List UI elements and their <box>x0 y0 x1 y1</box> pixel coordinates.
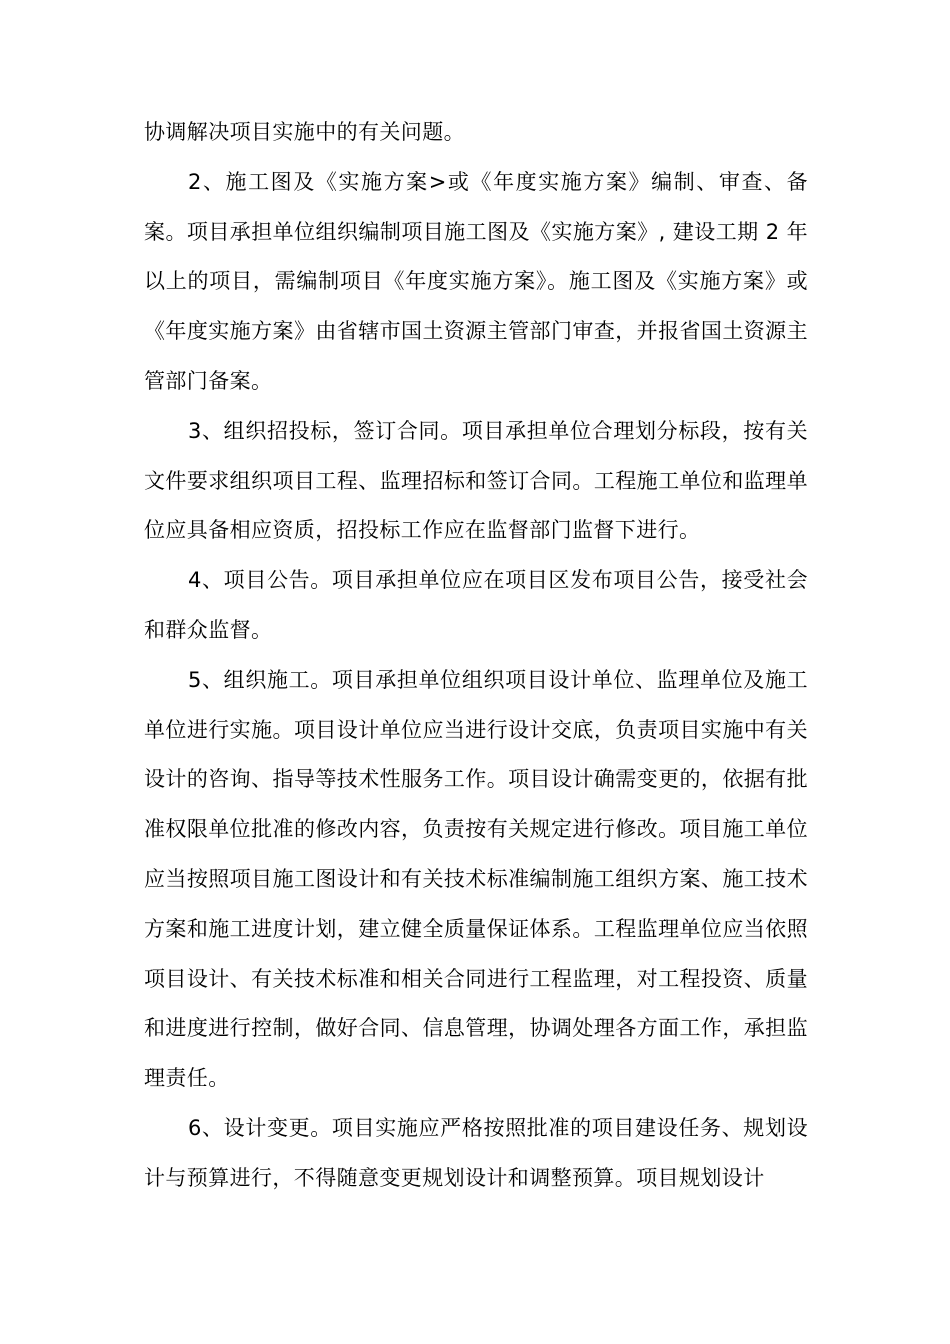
paragraph-item-4: 4、项目公告。项目承担单位应在项目区发布项目公告，接受社会和群众监督。 <box>144 568 808 642</box>
document-page <box>144 108 808 1204</box>
paragraph-item-5: 5、组织施工。项目承担单位组织项目设计单位、监理单位及施工单位进行实施。项目设计单位应当进行设计交底，负责项目实施中有关设计的咨询、指导等技术性服务工作。项目设计确需变更的，依据有批准权限单位批准的修改内容，负责按有关规定进行修改。项目施工单位应当按照项目施工图设计和有关技术标准编制施工组织方案、施工技术方案和施工进度计划，建立健全质量保证体系。工程监理单位应当依照项目设计、有关技术标准和相关合同进行工程监理，对工程投资、质量和进度进行控制，做好合同、信息管理，协调处理各方面工作，承担监理责任。 <box>144 667 808 1091</box>
paragraph-item-3: 3、组织招投标，签订合同。项目承担单位合理划分标段，按有关文件要求组织项目工程、监理招标和签订合同。工程施工单位和监理单位应具备相应资质，招投标工作应在监督部门监督下进行。 <box>144 418 808 543</box>
paragraph-item-6: 6、设计变更。项目实施应严格按照批准的项目建设任务、规划设计与预算进行，不得随意变更规划设计和调整预算。项目规划设计 <box>144 1115 808 1190</box>
paragraph-item-2: 2、施工图及《实施方案>或《年度实施方案》编制、审查、备案。项目承担单位组织编制项目施工图及《实施方案》, 建设工期 2 年以上的项目，需编制项目《年度实施方案》。施工图及《实施方案》或《年度实施方案》由省辖市国土资源主管部门审查，并报省国土资源主管部门备案。 <box>144 169 808 393</box>
paragraph-continuation: 协调解决项目实施中的有关问题。 <box>144 120 465 144</box>
